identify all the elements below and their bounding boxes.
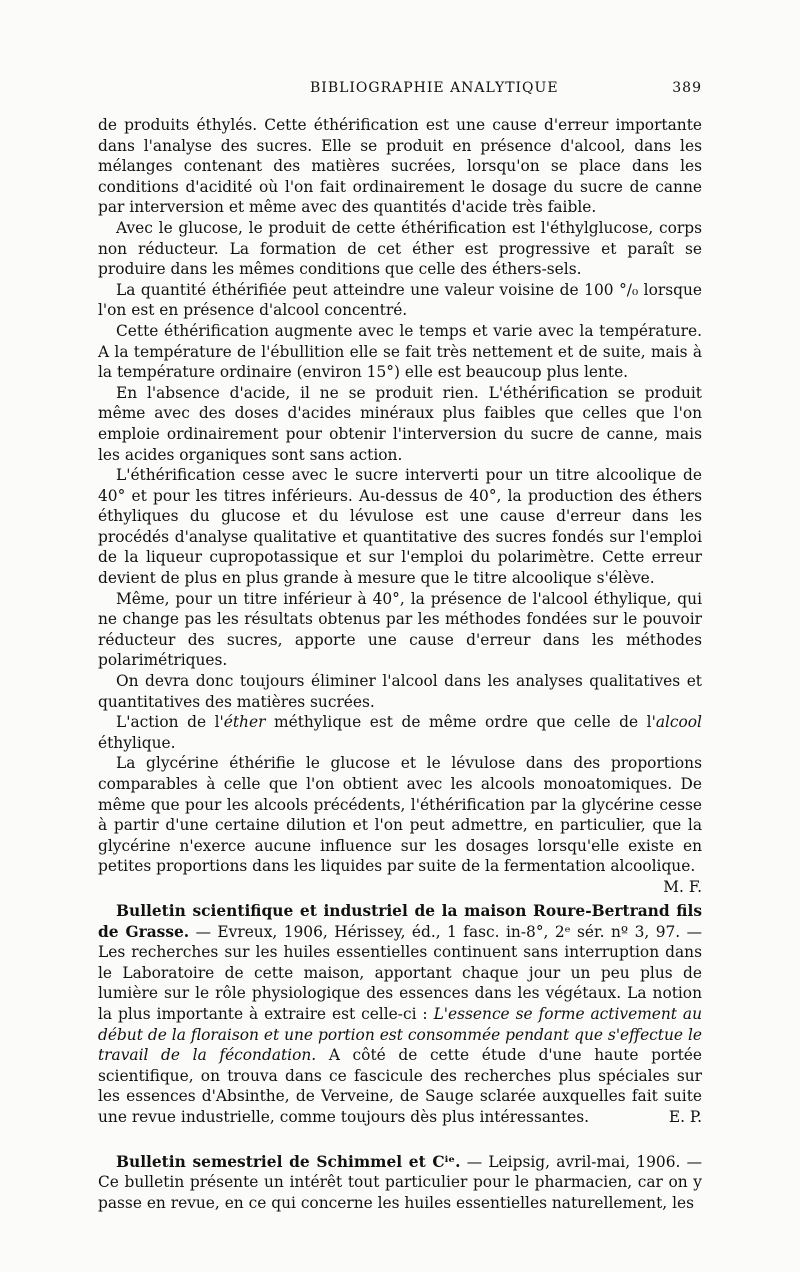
signature: M. F.	[663, 877, 702, 896]
text-run: La glycérine éthérifie le glucose et le lévulose dans des proportions comparables à celle que l'on obtient avec les alcools monoatomiques. De même que pour les alcools précédents, l'éthérification par la glycérine cesse à partir d'une certaine dilution et l'on peut admettre, en particulier, que la glycérine n'exerce aucune influence sur les dosages lorsqu'elle existe en petites proportions dans les liquides par suite de la fermentation alcoolique.	[98, 754, 702, 876]
entry-roure-bertrand	[98, 901, 702, 1128]
paragraph: La quantité éthérifiée peut atteindre une valeur voisine de 100 °/₀ lorsque l'on est en présence d'alcool concentré.	[98, 280, 702, 320]
paragraph: Avec le glucose, le produit de cette éthérification est l'éthylglucose, corps non réducteur. La formation de cet éther est progressive et paraît se produire dans les mêmes conditions que celle des éthers-sels.	[98, 218, 702, 279]
text-run: — Evreux, 1906, Hérissey, éd., 1 fasc. in-8°, 2ᵉ sér. nº 3, 97. — Les recherches sur les huiles essentielles continuent sans interruption dans le Laboratoire de cette maison, apportant chaque jour un peu plus de lumière sur le rôle physiologique des essences dans les végétaux. La notion la plus importante à extraire est celle-ci :	[98, 922, 702, 1023]
text-run: éthylique.	[98, 733, 176, 752]
text-run: L'action de l'	[116, 713, 224, 732]
entry-title: Bulletin scientifique et industriel de la maison Roure-Bertrand fils de Grasse.	[98, 901, 702, 941]
paragraph: Même, pour un titre inférieur à 40°, la présence de l'alcool éthylique, qui ne change pas les résultats obtenus par les méthodes fondées sur le pouvoir réducteur des sucres, apporte une cause d'erreur dans les méthodes polarimétriques.	[98, 589, 702, 670]
text-run: A côté de cette étude d'une haute portée scientifique, on trouva dans ce fascicule des recherches plus spéciales sur les essences d'Absinthe, de Verveine, de Sauge sclarée auxquelles fait suite une revue industrielle, comme toujours dès plus intéressantes.	[98, 1046, 702, 1126]
page-number: 389	[672, 80, 702, 96]
paragraph: En l'absence d'acide, il ne se produit rien. L'éthérification se produit même avec des doses d'acides minéraux plus faibles que celles que l'on emploie ordinairement pour obtenir l'interversion du sucre de canne, mais les acides organiques sont sans action.	[98, 383, 702, 464]
paragraph: On devra donc toujours éliminer l'alcool dans les analyses qualitatives et quantitatives des matières sucrées.	[98, 672, 702, 711]
italic-run: éther	[223, 713, 266, 732]
paragraph	[98, 753, 702, 896]
header-title: BIBLIOGRAPHIE ANALYTIQUE	[310, 80, 559, 96]
entry-title: Bulletin semestriel de Schimmel et Cⁱᵉ.	[116, 1152, 461, 1171]
paragraph: L'éthérification cesse avec le sucre interverti pour un titre alcoolique de 40° et pour les titres inférieurs. Au-dessus de 40°, la production des éthers éthyliques du glucose et du lévulose est une cause d'erreur dans les procédés d'analyse qualitative et quantitative des sucres fondés sur l'emploi de la liqueur cupropotassique et sur l'emploi du polarimètre. Cette erreur devient de plus en plus grande à mesure que le titre alcoolique s'élève.	[98, 466, 702, 588]
paragraph	[98, 712, 702, 753]
entry-schimmel	[98, 1152, 702, 1214]
text-run: méthylique est de même ordre que celle de l'	[265, 713, 656, 732]
paragraph: de produits éthylés. Cette éthérification est une cause d'erreur importante dans l'analyse des sucres. Elle se produit en présence d'alcool, dans les mélanges contenant des matières sucrées, lorsqu'on se place dans les conditions d'acidité où l'on fait ordinairement le dosage du sucre de canne par interversion et même avec des quantités d'acide très faible.	[98, 116, 702, 217]
italic-run: L'essence se forme activement au début de la floraison et une portion est consommée pendant que s'effectue le travail de la fécondation.	[98, 1004, 703, 1065]
running-header	[98, 80, 702, 100]
signature: E. P.	[668, 1107, 702, 1126]
paragraph: Cette éthérification augmente avec le temps et varie avec la température. A la température de l'ébullition elle se fait très nettement et de suite, mais à la température ordinaire (environ 15°) elle est beaucoup plus lente.	[98, 321, 702, 382]
page-body	[98, 115, 702, 1213]
italic-run: alcool	[655, 713, 702, 732]
text-run: — Leipsig, avril-mai, 1906. — Ce bulletin présente un intérêt tout particulier pour le pharmacien, car on y passe en revue, en ce qui concerne les huiles essentielles naturellement, les	[98, 1152, 702, 1212]
